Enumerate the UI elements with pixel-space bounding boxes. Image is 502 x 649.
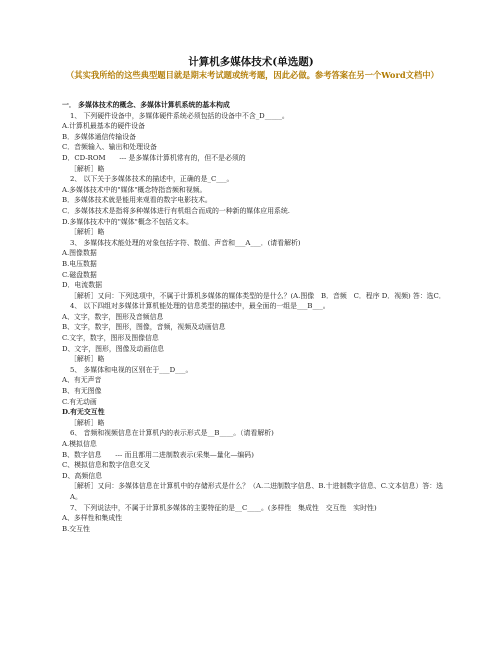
option-line-bold: D.有无交互性 [62, 408, 105, 417]
option-line: B．多媒体通信传输设备 [62, 132, 136, 141]
option-line: B.交互性 [62, 524, 90, 533]
option-line: B.电压数据 [62, 259, 97, 268]
option-line: A.计算机最基本的硬件设备 [62, 122, 145, 131]
option-line: C．音频输入、输出和处理设备 [62, 143, 157, 152]
option-line: D．电流数据 [62, 281, 102, 290]
option-line: A、文字，数字，图形及音频信息 [62, 312, 164, 321]
section-heading: 一． 多媒体技术的概念、多媒体计算机系统的基本构成 [62, 101, 230, 109]
question-4: 4、 以下四组对多媒体计算机能处理的信息类型的描述中，最全面的一组是___B___。 [70, 302, 330, 311]
question-2: 2、 以下关于多媒体技术的描述中，正确的是_C___。 [70, 175, 234, 184]
option-line: B、数字信息 --- 而且都用二进制数表示(采集—量化—编码) [62, 450, 254, 459]
explanation-line: ［解析］略 [70, 355, 105, 364]
option-line: A、多样性和集成性 [62, 514, 123, 523]
option-line: C．多媒体技术是指将多种媒体进行有机组合而成的一种新的媒体应用系统. [62, 206, 290, 215]
document-body [62, 100, 454, 534]
question-7: 7、 下列说法中，不属于计算机多媒体的主要特征的是__C____。(多样性 集成性 交互性 实时性) [70, 503, 377, 512]
option-line: A.多媒体技术中的"媒体"概念特指音频和视频。 [62, 185, 207, 194]
option-line: B．多媒体技术就是能用来观看的数字电影技术。 [62, 196, 212, 205]
option-line: A.图像数据 [62, 249, 97, 258]
explanation-line: ［解析］略 [70, 164, 105, 173]
option-line: C.有无动画 [62, 397, 97, 406]
option-line: C、模拟信息和数字信息交叉 [62, 461, 150, 470]
option-line: B、有无图像 [62, 387, 102, 396]
explanation-line: ［解析］又问：多媒体信息在计算机中的存储形式是什么？（A.二进制数字信息、B.十进制数字信息、C.文本信息）答：选A。 [70, 482, 444, 501]
question-3: 3、 多媒体技术能处理的对象包括字符、数值、声音和___A___．(请看解析) [70, 238, 301, 247]
option-line: B、文字，数字，图形，图像，音频，视频及动画信息 [62, 323, 226, 332]
document-subtitle: （其实我所给的这些典型题目就是期末考试题或统考题，因此必做。参考答案在另一个Word文档中） [66, 70, 439, 80]
option-line: C.文字，数字，图形及图像信息 [62, 334, 159, 343]
option-line: A.模拟信息 [62, 440, 97, 448]
question-1: 1、 下列硬件设备中，多媒体硬件系统必须包括的设备中不含_D_____。 [70, 111, 289, 120]
explanation-line: ［解析］略 [70, 228, 105, 237]
explanation-line: ［解析］略 [70, 418, 105, 427]
document-title: 计算机多媒体技术(单选题) [188, 56, 314, 68]
question-5: 5、 多媒体和电视的区别在于___D___。 [70, 365, 193, 374]
question-6: 6、 音频和视频信息在计算机内的表示形式是__B____。（请看解析) [70, 429, 274, 438]
option-line: D.多媒体技术中的"媒体"概念不包括文本。 [62, 217, 193, 226]
option-line: D．CD-ROM --- 是多媒体计算机常有的，但不是必须的 [62, 153, 246, 162]
option-line: C.磁盘数据 [62, 270, 97, 279]
option-line: A、有无声音 [62, 376, 102, 385]
option-line: D、文字，图形，图像及动画信息 [62, 344, 164, 353]
explanation-line: ［解析］又问：下列选项中，不属于计算机多媒体的媒体类型的是什么？(A.图像 B．音频 C．程序 D．视频) 答：选C． [70, 291, 446, 300]
option-line: D、高频信息 [62, 471, 102, 480]
